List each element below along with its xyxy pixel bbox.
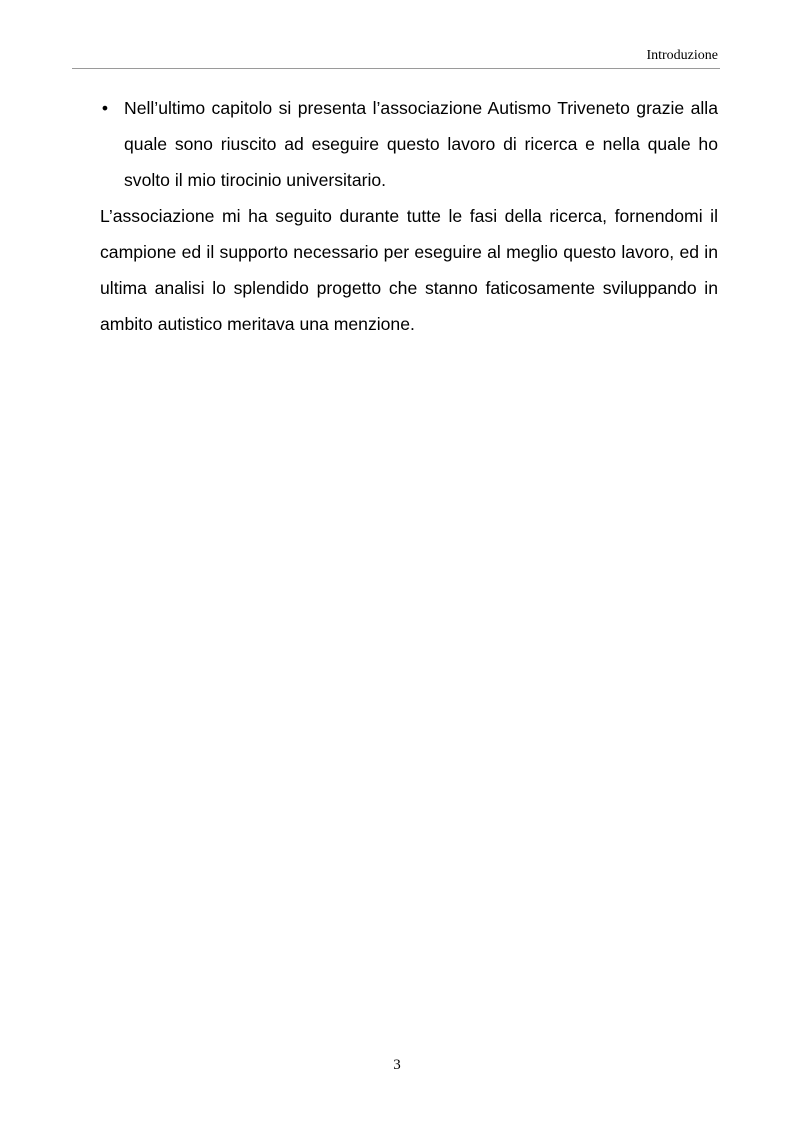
running-header [72, 46, 720, 69]
page-body [100, 90, 718, 342]
section-title: Introduzione [646, 48, 718, 63]
bullet-list-item [100, 90, 718, 198]
page-number: 3 [393, 1057, 401, 1073]
bullet-text: Nell’ultimo capitolo si presenta l’associazione Autismo Triveneto grazie alla quale sono riuscito ad eseguire questo lavoro di ricerca e nella quale ho svolto il mio tirocinio universitario. [124, 98, 718, 190]
body-paragraph: L’associazione mi ha seguito durante tutte le fasi della ricerca, fornendomi il campione ed il supporto necessario per eseguire al meglio questo lavoro, ed in ultima analisi lo splendido progetto che stanno faticosamente sviluppando in ambito autistico meritava una menzione. [100, 206, 718, 334]
bullet-icon: • [101, 98, 109, 118]
